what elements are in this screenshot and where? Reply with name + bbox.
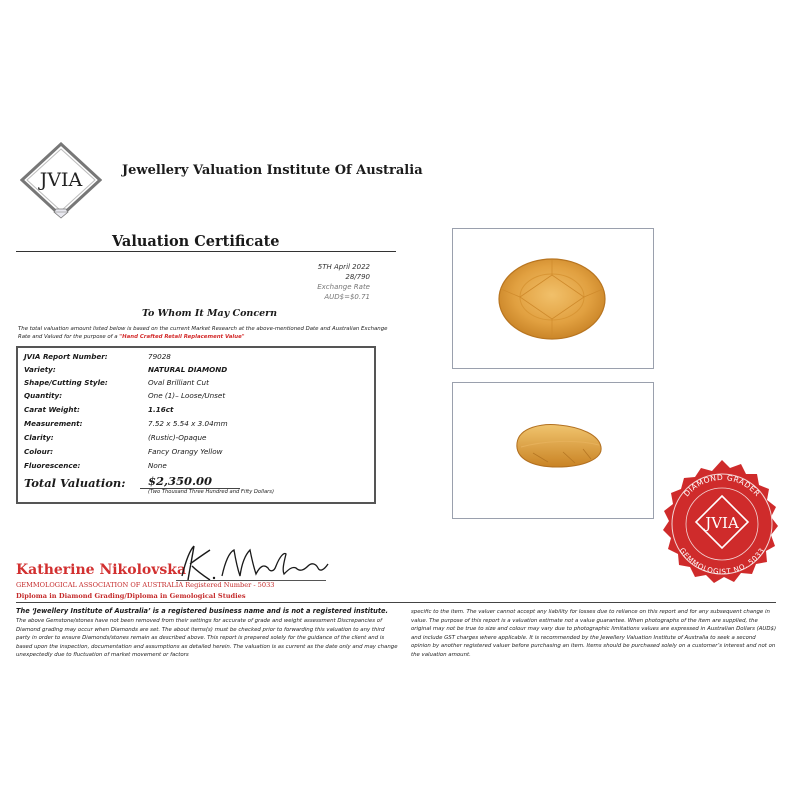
diamond-icon [54,209,68,218]
detail-row-measurement [24,419,364,432]
detail-value: 79028 [148,352,171,361]
detail-value: 7.52 x 5.54 x 3.04mm [148,419,228,428]
gem-side-image [453,383,652,517]
detail-label: Fluorescence: [24,461,81,470]
detail-value: Fancy Orangy Yellow [148,447,223,456]
gem-photo-top-view [452,228,654,369]
detail-label: JVIA Report Number: [24,352,108,361]
intro-paragraph [18,325,398,341]
detail-row-fluorescence [24,461,364,474]
certificate-ref: 28/790 [345,273,370,281]
footer-divider [16,602,776,603]
seal-top-text: DIAMOND GRADER [681,472,763,499]
detail-value: (Rustic)-Opaque [148,433,207,442]
detail-label: Clarity: [24,433,54,442]
diamond-grader-seal [656,458,788,590]
exchange-label: Exchange Rate [317,283,370,291]
certificate-title: Valuation Certificate [112,233,280,250]
detail-value: None [148,461,167,470]
total-in-words: (Two Thousand Three Hundred and Fifty Dollars) [148,489,275,495]
intro-highlight: "Hand Crafted Retail Replacement Value" [119,334,245,340]
footer-disclaimer-right: specific to the item. The valuer cannot accept any liability for losses due to reliance on this report and for any subsequent change in value. The purpose of this report is a valuation estimate not a value guarantee. When photographs of the item are supplied, the original may not be true to size and colour may vary due to photographic limitations values are expressed in Australian Dollars (AUD$) and include GST charges where applicable. It is recommended by the Jewellery Valuation Institute of Australia to seek a second opinion by another registered valuer before purchasing an item. Items should be purchased solely on a customer’s interest and not on the valuation amount. [411,609,777,658]
institute-name: Jewellery Valuation Institute Of Australia [122,163,423,178]
detail-value: NATURAL DIAMOND [148,365,228,374]
detail-value: One (1)– Loose/Unset [148,391,226,400]
footer-heading: The ‘Jewellery Institute of Australia’ is a registered business name and is not a registered institute. [16,607,389,615]
detail-label: Variety: [24,365,56,374]
detail-value: 1.16ct [148,405,174,414]
detail-label: Measurement: [24,419,83,428]
gemmological-association: GEMMOLOGICAL ASSOCIATION OF AUSTRALIA Registered Number - 5033 [16,581,275,589]
title-divider [16,251,396,252]
total-value: $2,350.00 [148,474,213,488]
jvia-logo [20,142,102,224]
footer-disclaimer-left: The above Gemstone/stones have not been removed from their settings for accurate of grade and weight assessment Discrepancies of Diamond grading may occur when Diamonds are set. The about items(s) must be checked prior to forwarding this valuation to any third party in order to ensure Diamonds/stones remain as described above. This report is prepared solely for the guidance of the client and is based upon the inspection, documentation and assumptions as detailed herein. The valuation is as current as the date only and may change unexpectedly due to fluctuation of market movement or factors [16,618,398,659]
diploma-line: Diploma in Diamond Grading/Diploma in Gemological Studies [16,592,246,600]
detail-value: Oval Brilliant Cut [148,378,209,387]
salutation: To Whom It May Concern [142,308,278,319]
seal-bottom-text: GEMMOLOGIST NO. 5033 [677,546,767,577]
seal-center-text: JVIA [705,514,739,532]
exchange-value: AUD$=$0.71 [324,293,370,301]
detail-row-carat [24,405,364,418]
logo-text: JVIA [39,169,83,191]
signatory-name: Katherine Nikolovska [16,562,187,578]
gem-photo-side-view [452,382,654,519]
gem-top-image [453,229,652,367]
detail-label: Colour: [24,447,54,456]
detail-row-shape [24,378,364,391]
certificate-meta [317,262,370,302]
total-label: Total Valuation: [24,476,126,490]
detail-row-colour [24,447,364,460]
detail-row-report [24,352,364,365]
detail-label: Carat Weight: [24,405,80,414]
details-table [16,346,376,504]
detail-label: Quantity: [24,391,63,400]
detail-row-variety [24,365,364,378]
intro-text: The total valuation amount listed below is based on the current Market Research at the above-mentioned Date and Australian Exchange Rate and Valued for the purpose of a [18,326,388,340]
certificate-date: 5TH April 2022 [317,263,370,271]
detail-row-clarity [24,433,364,446]
detail-row-quantity [24,391,364,404]
detail-label: Shape/Cutting Style: [24,378,108,387]
